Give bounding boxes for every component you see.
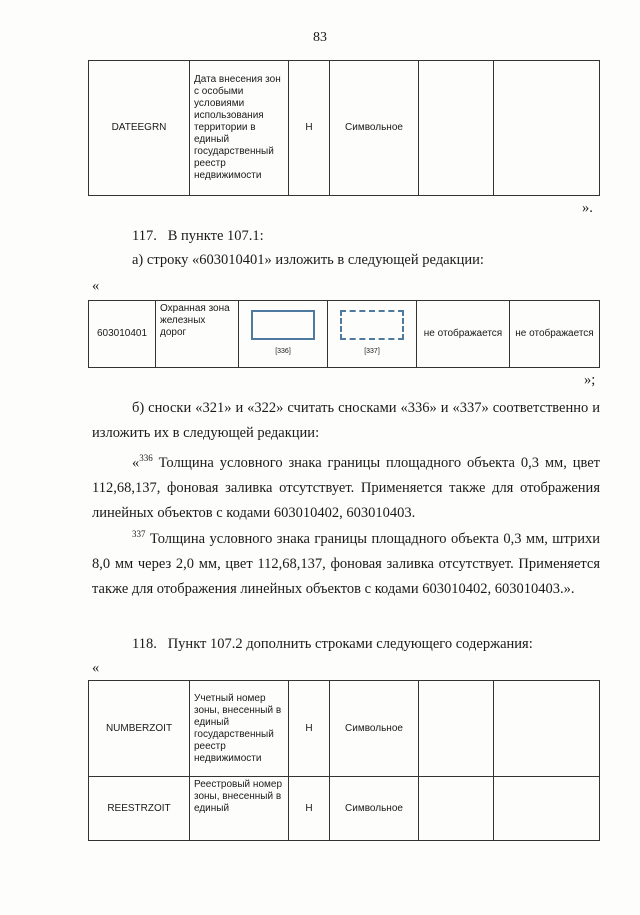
code-cell: 603010401: [89, 301, 156, 368]
footnote-ref: [336]: [275, 348, 291, 355]
table-row: [89, 681, 600, 777]
footnote-text: Толщина условного знака границы площадного объекта 0,3 мм, штрихи 8,0 мм через 2,0 мм, цвет 112,68,137, фоновая заливка отсутствует. Применяется также для отображения линейных объектов с кодами 603010402, 603010403.».: [92, 530, 600, 597]
name-cell: Охранная зона железных дорог: [156, 301, 239, 368]
footnote-number: 337: [132, 529, 146, 539]
field-flag-cell: Н: [289, 61, 330, 196]
field-flag-cell: Н: [289, 681, 330, 777]
field-description-cell: Реестровый номер зоны, внесенный в единый: [190, 777, 289, 841]
field-type-cell: Символьное: [330, 61, 419, 196]
table-row: [89, 61, 600, 196]
closing-quote: »;: [584, 372, 596, 388]
page-number: 83: [313, 30, 327, 45]
empty-cell: [419, 61, 494, 196]
item-118-heading: 118. Пункт 107.2 дополнить строками следующего содержания:: [132, 636, 533, 652]
solid-border-symbol: [251, 310, 315, 340]
footnote-number: 336: [139, 453, 153, 463]
field-code-cell: NUMBERZOIT: [89, 681, 190, 777]
field-code-cell: DATEEGRN: [89, 61, 190, 196]
footnote-337: [92, 522, 600, 602]
empty-cell: [494, 681, 600, 777]
field-description-cell: Дата внесения зон с особыми условиями использования территории в единый государственный реестр недвижимости: [190, 61, 289, 196]
opening-quote: «: [92, 278, 100, 294]
empty-cell: [419, 777, 494, 841]
footnote-text: Толщина условного знака границы площадного объекта 0,3 мм, цвет 112,68,137, фоновая заливка отсутствует. Применяется также для отображения линейных объектов с кодами 603010402, 603010403.: [92, 454, 601, 521]
field-description-cell: Учетный номер зоны, внесенный в единый государственный реестр недвижимости: [190, 681, 289, 777]
field-code-cell: REESTRZOIT: [89, 777, 190, 841]
table-row: [89, 777, 600, 841]
display-cell: не отображается: [417, 301, 510, 368]
display-cell: не отображается: [510, 301, 600, 368]
field-type-cell: Символьное: [330, 777, 419, 841]
empty-cell: [419, 681, 494, 777]
item-117-heading: 117. В пункте 107.1:: [132, 228, 264, 244]
footnote-336: «$^{336}$ Толщина условного знака границы площадного объекта 0,3 мм, цвет 112,68,137, фоновая заливка отсутствует. Применяется также для отображения линейных объектов с кодами 603010402, 603010403.: [92, 453, 601, 521]
opening-quote: «: [92, 660, 100, 676]
table-row: [89, 301, 600, 368]
empty-cell: [494, 777, 600, 841]
footnote-ref: [337]: [364, 348, 380, 355]
field-flag-cell: Н: [289, 777, 330, 841]
empty-cell: [494, 61, 600, 196]
sign-dashed-cell: [328, 301, 417, 368]
table-dateegrn: [88, 60, 600, 196]
item-117-a: а) строку «603010401» изложить в следующей редакции:: [132, 252, 484, 268]
table-zoit: [88, 680, 600, 841]
closing-quote: ».: [582, 200, 593, 216]
field-type-cell: Символьное: [330, 681, 419, 777]
dashed-border-symbol: [340, 310, 404, 340]
item-117-b: б) сноски «321» и «322» считать сносками «336» и «337» соответственно и изложить их в следующей редакции:: [92, 400, 600, 441]
table-603010401: [88, 300, 600, 368]
sign-solid-cell: [239, 301, 328, 368]
